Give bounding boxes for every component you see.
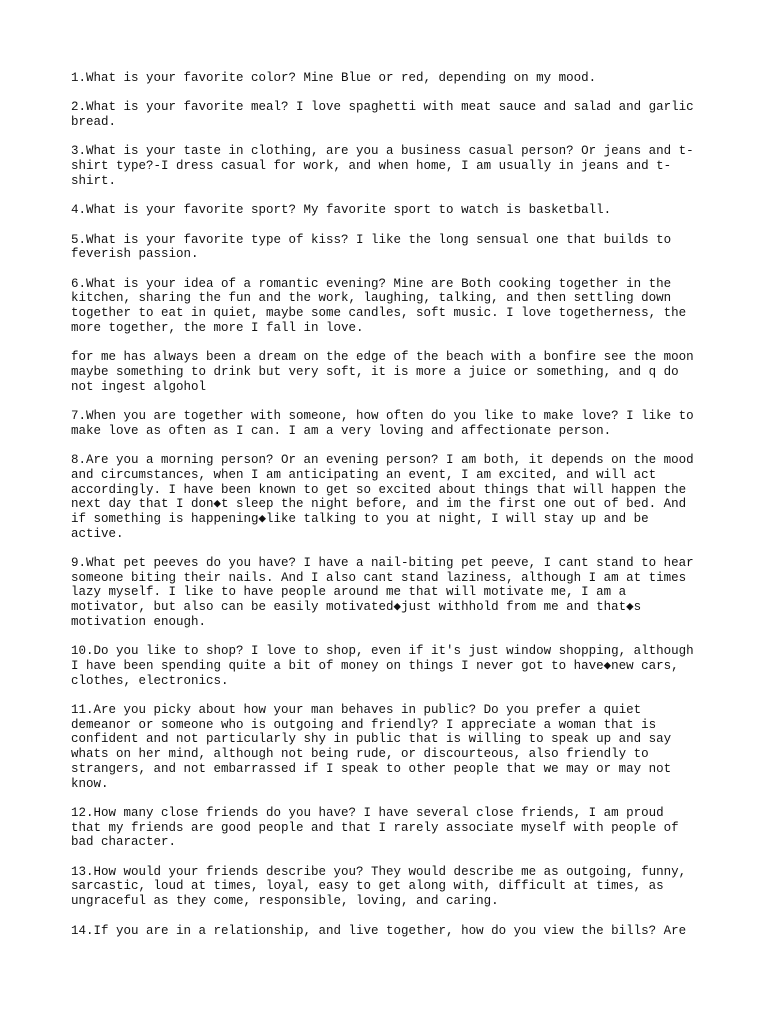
paragraph-7: 7.When you are together with someone, how often do you like to make love? I like to make love as often as I can. I am a very loving and affectionate person. <box>71 409 694 438</box>
paragraph-2: 2.What is your favorite meal? I love spaghetti with meat sauce and salad and garlic bread. <box>71 100 694 130</box>
paragraph-12: 12.How many close friends do you have? I have several close friends, I am proud that my friends are good people and that I rarely associate myself with people of bad character. <box>71 805 679 850</box>
paragraph-11: 11.Are you picky about how your man behaves in public? Do you prefer a quiet demeanor or someone who is outgoing and friendly? I appreciate a woman that is confident and not particularly shy in public that is willing to speak up and say whats on her mind, although not being rude, or discourteous, also friendly to strangers, and not embarrassed if I speak to other people that we may or may not know. <box>71 703 672 791</box>
paragraph-4: 4.What is your favorite sport? My favorite sport to watch is basketball. <box>71 203 612 218</box>
paragraph-9: 9.What pet peeves do you have? I have a nail-biting pet peeve, I cant stand to hear someone biting their nails. And I also cant stand laziness, although I am at times lazy myself. I like to have people around me that will motivate me, I am a motivator, but also can be easily motivated◆just withhold from me and that◆s motivation enough. <box>71 556 694 629</box>
paragraph-13: 13.How would your friends describe you? They would describe me as outgoing, funny, sarcastic, loud at times, loyal, easy to get along with, difficult at times, as ungraceful as they come, responsible, loving, and caring. <box>71 864 687 909</box>
document-page <box>71 71 701 953</box>
paragraph-1: 1.What is your favorite color? Mine Blue or red, depending on my mood. <box>71 71 597 85</box>
paragraph-5: 5.What is your favorite type of kiss? I like the long sensual one that builds to feverish passion. <box>71 232 672 262</box>
paragraph-6: 6.What is your idea of a romantic evening? Mine are Both cooking together in the kitchen, sharing the fun and the work, laughing, talking, and then settling down together to eat in quiet, maybe some candles, soft music. I love togetherness, the more together, the more I fall in love. <box>71 276 687 335</box>
paragraph-3: 3.What is your taste in clothing, are you a business casual person? Or jeans and t- shirt type?-I dress casual for work, and when home, I am usually in jeans and t- shirt. <box>71 144 694 188</box>
paragraph-6-continuation: for me has always been a dream on the edge of the beach with a bonfire see the moon maybe something to drink but very soft, it is more a juice or something, and q do not ingest algohol <box>71 350 694 394</box>
paragraph-8: 8.Are you a morning person? Or an evening person? I am both, it depends on the mood and circumstances, when I am anticipating an event, I am excited, and will act accordingly. I have been known to get so excited about things that will happen the next day that I don◆t sleep the night before, and im the first one out of bed. And if something is happening◆like talking to you at night, I will stay up and be active. <box>71 453 694 541</box>
paragraph-10: 10.Do you like to shop? I love to shop, even if it's just window shopping, although I have been spending quite a bit of money on things I never got to have◆new cars, clothes, electronics. <box>71 644 694 688</box>
paragraph-14: 14.If you are in a relationship, and live together, how do you view the bills? Are <box>71 923 687 938</box>
